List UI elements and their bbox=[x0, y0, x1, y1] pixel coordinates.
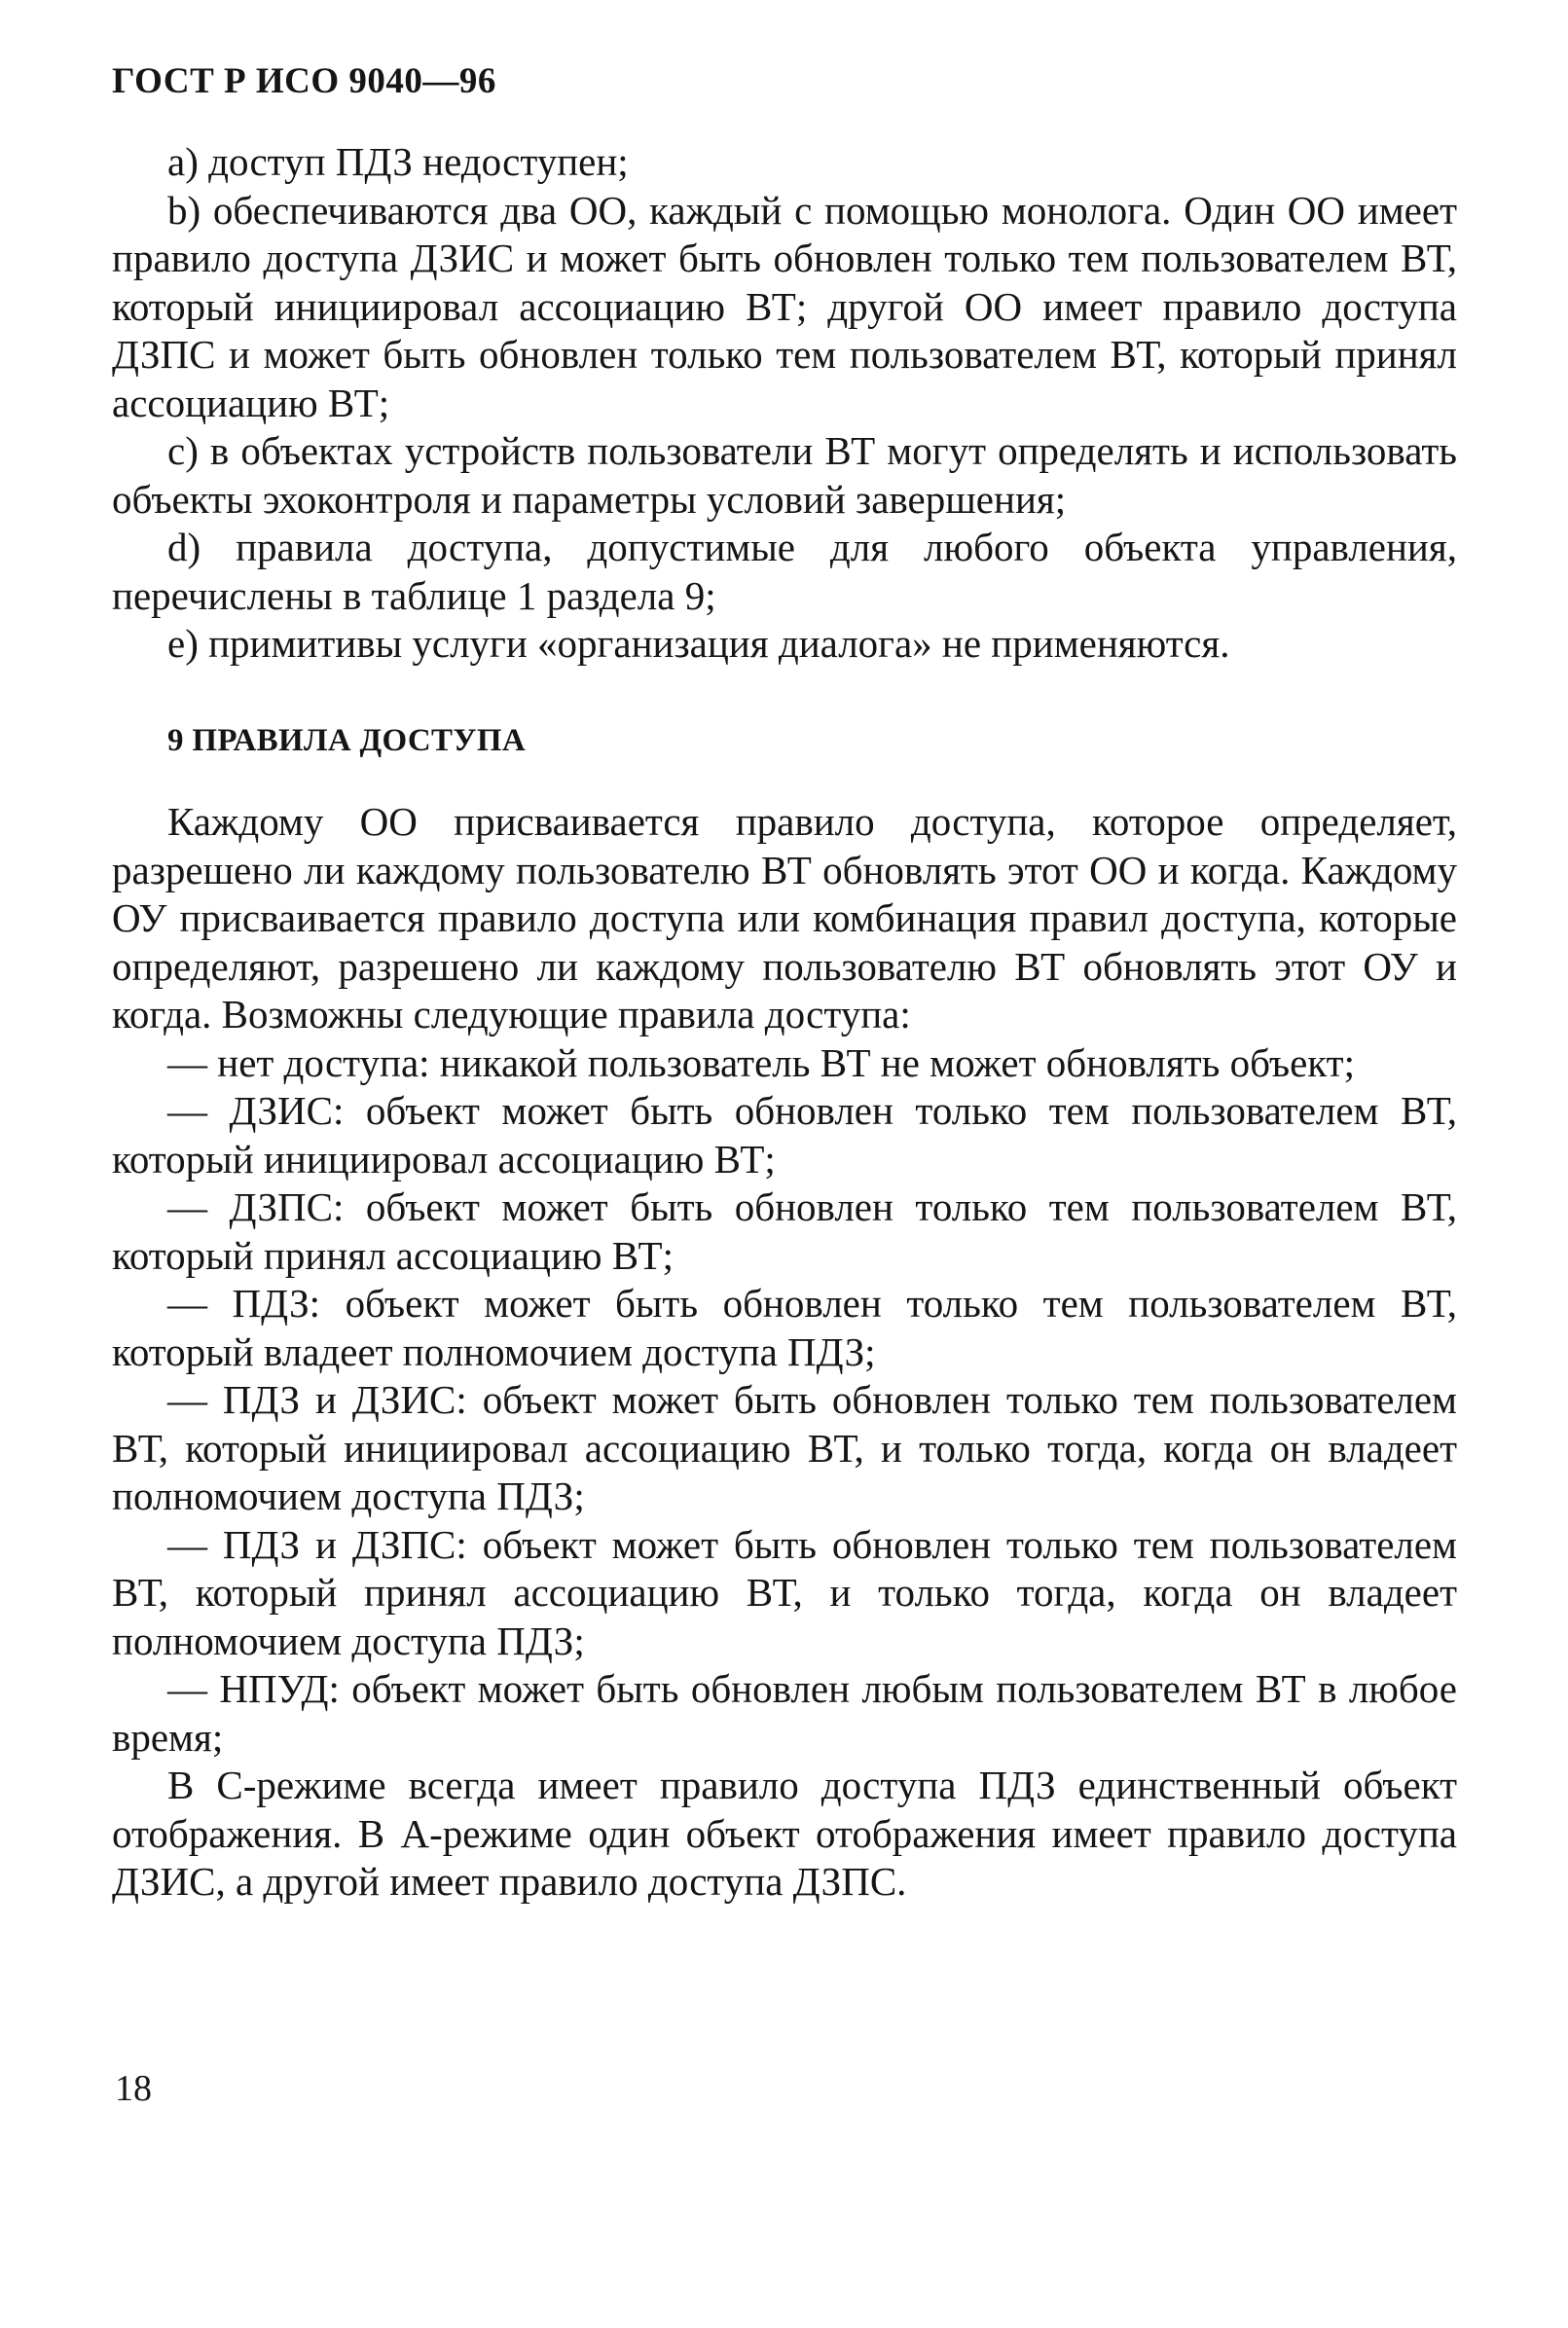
list-block bbox=[112, 138, 1457, 669]
list-item-e: e) примитивы услуги «организация диалога» не применяются. bbox=[167, 621, 1230, 666]
list-item-d: d) правила доступа, допустимые для любого объекта управления, перечислены в таблице 1 раздела 9; bbox=[112, 525, 1457, 618]
page-number: 18 bbox=[115, 2068, 152, 2109]
rule-no-access: — нет доступа: никакой пользователь ВТ не может обновлять объект; bbox=[167, 1039, 1355, 1085]
rule-pdz-dzps: — ПДЗ и ДЗПС: объект может быть обновлен только тем пользователем ВТ, который принял ассоциацию ВТ, и только тогда, когда он владеет полномочием доступа ПДЗ; bbox=[112, 1521, 1457, 1663]
intro-paragraph: Каждому ОО присваивается правило доступа, которое определяет, разрешено ли каждому пользователю ВТ обновлять этот ОО и когда. Каждому ОУ присваивается правило доступа или комбинация правил доступа, которые определяют, разрешено ли каждому пользователю ВТ обновлять этот ОУ и когда. Возможны следующие правила доступа: bbox=[112, 799, 1457, 1037]
document-header: ГОСТ Р ИСО 9040—96 bbox=[112, 61, 496, 101]
list-item-b: b) обеспечиваются два ОО, каждый с помощью монолога. Один ОО имеет правило доступа ДЗИС и может быть обновлен только тем пользователем ВТ, который инициировал ассоциацию ВТ; другой ОО имеет правило доступа ДЗПС и может быть обновлен только тем пользователем ВТ, который принял ассоциацию ВТ; bbox=[112, 187, 1457, 425]
closing-paragraph: В С-режиме всегда имеет правило доступа ПДЗ единственный объект отображения. В А-режиме один объект отображения имеет правило доступа ДЗИС, а другой имеет правило доступа ДЗПС. bbox=[112, 1763, 1457, 1904]
rule-pdz-dzis: — ПДЗ и ДЗИС: объект может быть обновлен только тем пользователем ВТ, который инициировал ассоциацию ВТ, и только тогда, когда он владеет полномочием доступа ПДЗ; bbox=[112, 1377, 1457, 1518]
list-item-a: a) доступ ПДЗ недоступен; bbox=[167, 139, 629, 184]
rule-dzis: — ДЗИС: объект может быть обновлен только тем пользователем ВТ, который инициировал ассоциацию ВТ; bbox=[112, 1088, 1457, 1182]
rule-npud: — НПУД: объект может быть обновлен любым пользователем ВТ в любое время; bbox=[112, 1666, 1457, 1760]
section-title: 9 ПРАВИЛА ДОСТУПА bbox=[167, 723, 526, 758]
section-body bbox=[112, 798, 1457, 1907]
rule-dzps: — ДЗПС: объект может быть обновлен только тем пользователем ВТ, который принял ассоциацию ВТ; bbox=[112, 1184, 1457, 1278]
list-item-c: c) в объектах устройств пользователи ВТ могут определять и использовать объекты эхоконтроля и параметры условий завершения; bbox=[112, 428, 1457, 522]
rule-pdz: — ПДЗ: объект может быть обновлен только тем пользователем ВТ, который владеет полномочием доступа ПДЗ; bbox=[112, 1281, 1457, 1374]
